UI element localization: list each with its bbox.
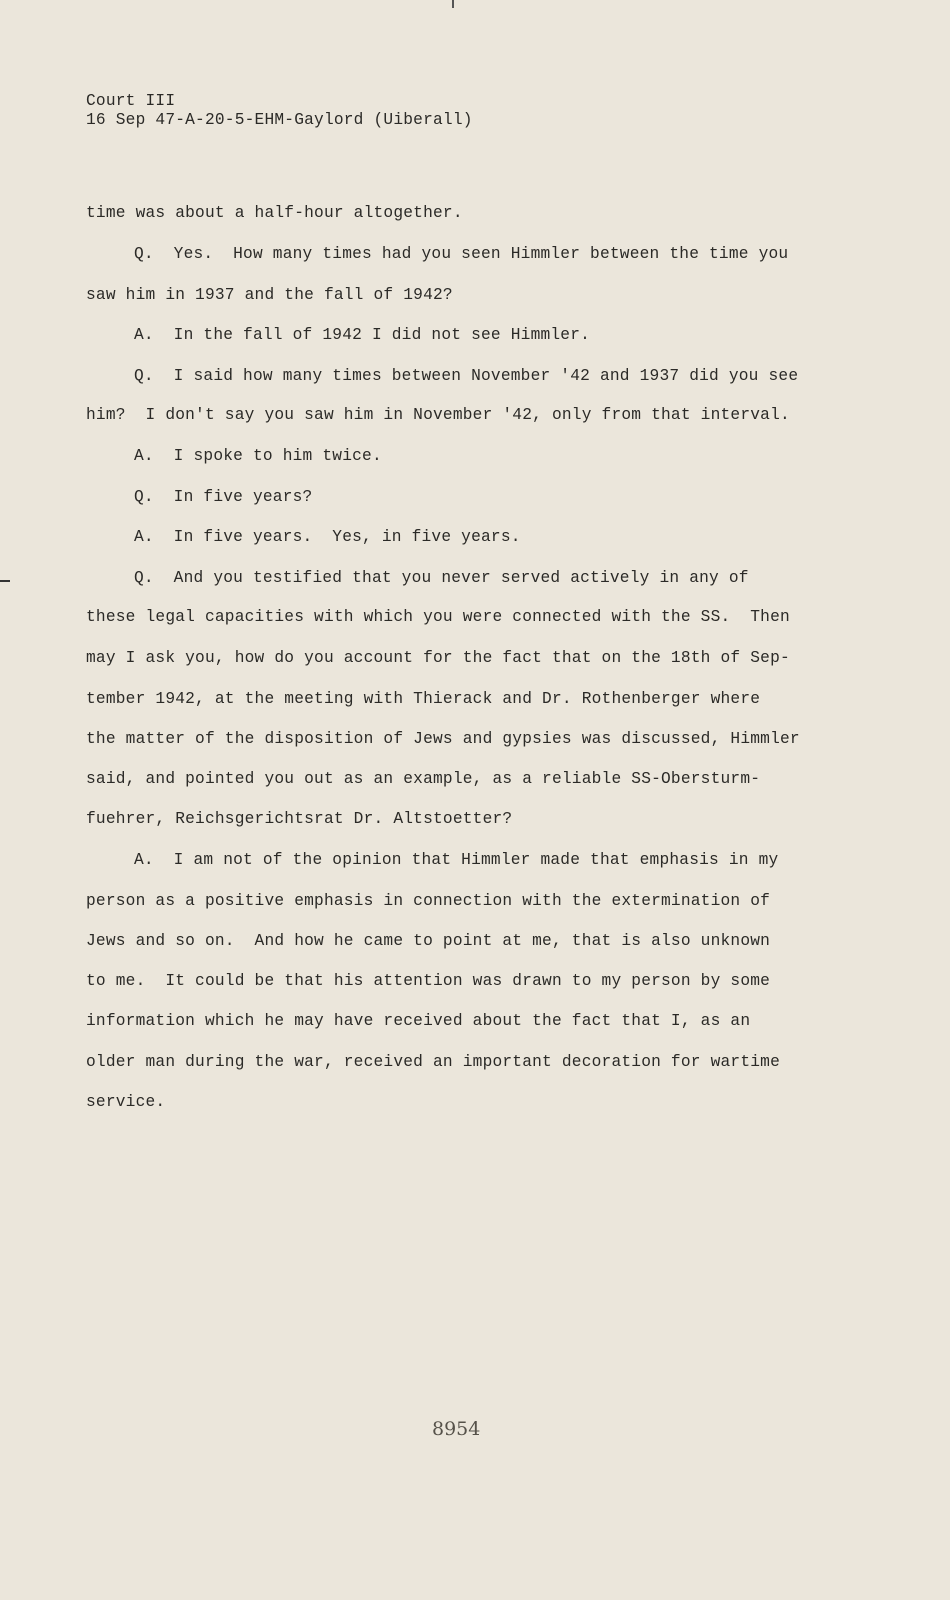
page-number: 8954 <box>432 1418 481 1440</box>
page-edge-mark-top <box>452 0 454 8</box>
transcript-line: service. <box>86 1093 166 1111</box>
transcript-line: A. In five years. Yes, in five years. <box>134 528 521 546</box>
transcript-line: the matter of the disposition of Jews and gypsies was discussed, Himmler <box>86 730 800 748</box>
header-session-info: 16 Sep 47-A-20-5-EHM-Gaylord (Uiberall) <box>86 111 473 129</box>
header-court: Court III <box>86 92 176 110</box>
transcript-line: fuehrer, Reichsgerichtsrat Dr. Altstoetter? <box>86 810 513 828</box>
transcript-line: A. I am not of the opinion that Himmler made that emphasis in my <box>134 851 779 869</box>
transcript-line: saw him in 1937 and the fall of 1942? <box>86 286 453 304</box>
transcript-line: Q. Yes. How many times had you seen Himmler between the time you <box>134 245 789 263</box>
transcript-line: person as a positive emphasis in connection with the extermination of <box>86 892 771 910</box>
transcript-line: time was about a half-hour altogether. <box>86 204 463 222</box>
transcript-line: these legal capacities with which you were connected with the SS. Then <box>86 608 790 626</box>
transcript-line: him? I don't say you saw him in November '42, only from that interval. <box>86 406 790 424</box>
transcript-line: Q. I said how many times between November '42 and 1937 did you see <box>134 367 799 385</box>
transcript-line: to me. It could be that his attention was drawn to my person by some <box>86 972 771 990</box>
transcript-line: said, and pointed you out as an example, as a reliable SS-Obersturm- <box>86 770 761 788</box>
transcript-line: Jews and so on. And how he came to point at me, that is also unknown <box>86 932 771 950</box>
transcript-line: may I ask you, how do you account for the fact that on the 18th of Sep- <box>86 649 790 667</box>
transcript-line: information which he may have received about the fact that I, as an <box>86 1012 751 1030</box>
transcript-line: A. I spoke to him twice. <box>134 447 382 465</box>
transcript-line: Q. And you testified that you never served actively in any of <box>134 569 749 587</box>
transcript-line: older man during the war, received an important decoration for wartime <box>86 1053 780 1071</box>
transcript-line: A. In the fall of 1942 I did not see Himmler. <box>134 326 591 344</box>
transcript-line: Q. In five years? <box>134 488 313 506</box>
transcript-line: tember 1942, at the meeting with Thierack and Dr. Rothenberger where <box>86 690 761 708</box>
page-edge-mark-left <box>0 580 10 582</box>
